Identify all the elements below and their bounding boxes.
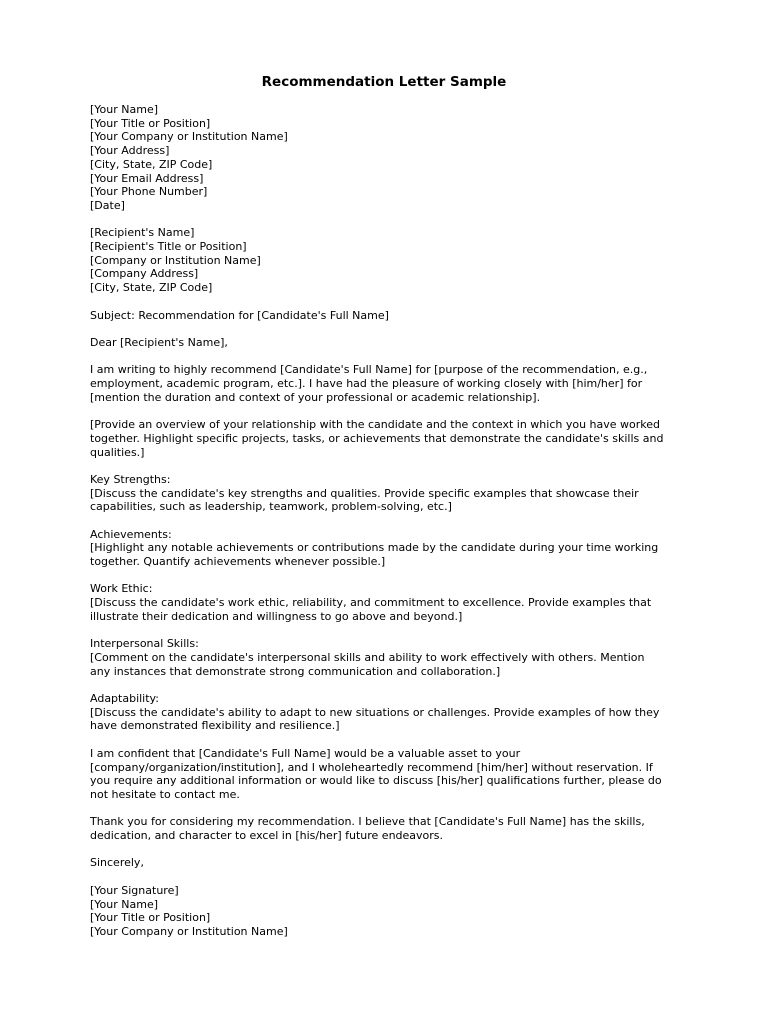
paragraph-line: you require any additional information or would like to discuss [his/her] qualifications further, please do: [90, 774, 662, 788]
section-heading: Work Ethic:: [90, 582, 153, 596]
paragraph-line: [Provide an overview of your relationship with the candidate and the context in which you have worked: [90, 418, 661, 432]
closing: [90, 856, 690, 870]
recipient-address: [Company Address]: [90, 267, 199, 281]
section-line: capabilities, such as leadership, teamwork, problem-solving, etc.]: [90, 500, 452, 514]
section-key-strengths: [90, 473, 690, 514]
paragraph-line: I am writing to highly recommend [Candidate's Full Name] for [purpose of the recommendation, e.g.,: [90, 363, 648, 377]
salutation-text: Dear [Recipient's Name],: [90, 335, 228, 349]
section-line: [Discuss the candidate's work ethic, reliability, and commitment to excellence. Provide examples that: [90, 596, 652, 610]
sender-address: [Your Address]: [90, 144, 170, 158]
sender-title: [Your Title or Position]: [90, 116, 211, 130]
signature-block: [90, 884, 690, 939]
paragraph-line: qualities.]: [90, 445, 145, 459]
section-line: [Highlight any notable achievements or contributions made by the candidate during your time working: [90, 541, 659, 555]
sender-email: [Your Email Address]: [90, 171, 204, 185]
section-heading: Interpersonal Skills:: [90, 637, 199, 651]
recipient-city-state-zip: [City, State, ZIP Code]: [90, 281, 213, 295]
section-heading: Adaptability:: [90, 692, 159, 706]
document-title: Recommendation Letter Sample: [261, 74, 507, 90]
section-line: [Comment on the candidate's interpersonal skills and ability to work effectively with others. Mention: [90, 650, 645, 664]
closing-text: Sincerely,: [90, 856, 144, 870]
sender-company: [Your Company or Institution Name]: [90, 130, 288, 144]
paragraph-line: Thank you for considering my recommendation. I believe that [Candidate's Full Name] has the skills,: [90, 815, 645, 829]
sender-name: [Your Name]: [90, 103, 159, 116]
section-adaptability: [90, 692, 690, 733]
letter-body: [90, 103, 690, 939]
section-line: have demonstrated flexibility and resilience.]: [90, 719, 340, 733]
subject-text: Subject: Recommendation for [Candidate's Full Name]: [90, 308, 389, 322]
signature-line: [Your Signature]: [90, 883, 179, 897]
recipient-name: [Recipient's Name]: [90, 226, 195, 240]
section-line: illustrate their dedication and willingness to go above and beyond.]: [90, 609, 463, 623]
overview-paragraph: [90, 418, 690, 459]
confidence-paragraph: [90, 747, 690, 802]
paragraph-line: together. Highlight specific projects, tasks, or achievements that demonstrate the candidate's skills and: [90, 431, 664, 445]
subject-line: [90, 309, 690, 323]
signature-company: [Your Company or Institution Name]: [90, 924, 288, 938]
recipient-title: [Recipient's Title or Position]: [90, 240, 247, 254]
thanks-paragraph: [90, 815, 690, 842]
paragraph-line: [mention the duration and context of your professional or academic relationship].: [90, 390, 541, 404]
section-heading: Key Strengths:: [90, 472, 171, 486]
section-line: [Discuss the candidate's ability to adapt to new situations or challenges. Provide examples of how they: [90, 705, 660, 719]
sender-city-state-zip: [City, State, ZIP Code]: [90, 157, 213, 171]
section-line: together. Quantify achievements whenever possible.]: [90, 555, 386, 569]
paragraph-line: employment, academic program, etc.]. I have had the pleasure of working closely with [him/her] for: [90, 377, 643, 390]
sender-block: [90, 103, 690, 213]
letter-date: [Date]: [90, 198, 125, 212]
intro-paragraph: [90, 363, 690, 404]
recipient-block: [90, 226, 690, 295]
signature-title: [Your Title or Position]: [90, 911, 211, 925]
paragraph-line: I am confident that [Candidate's Full Name] would be a valuable asset to your: [90, 746, 521, 760]
recipient-company: [Company or Institution Name]: [90, 253, 261, 267]
section-interpersonal-skills: [90, 637, 690, 678]
paragraph-line: dedication, and character to excel in [his/her] future endeavors.: [90, 829, 444, 843]
section-achievements: [90, 528, 690, 569]
section-heading: Achievements:: [90, 527, 172, 541]
section-line: any instances that demonstrate strong communication and collaboration.]: [90, 664, 501, 678]
signature-name: [Your Name]: [90, 897, 159, 911]
sender-phone: [Your Phone Number]: [90, 185, 208, 199]
paragraph-line: [company/organization/institution], and I wholeheartedly recommend [him/her] without reservation. If: [90, 760, 653, 774]
section-work-ethic: [90, 582, 690, 623]
paragraph-line: not hesitate to contact me.: [90, 787, 240, 801]
salutation: [90, 336, 690, 350]
section-line: [Discuss the candidate's key strengths and qualities. Provide specific examples that showcase their: [90, 486, 639, 500]
